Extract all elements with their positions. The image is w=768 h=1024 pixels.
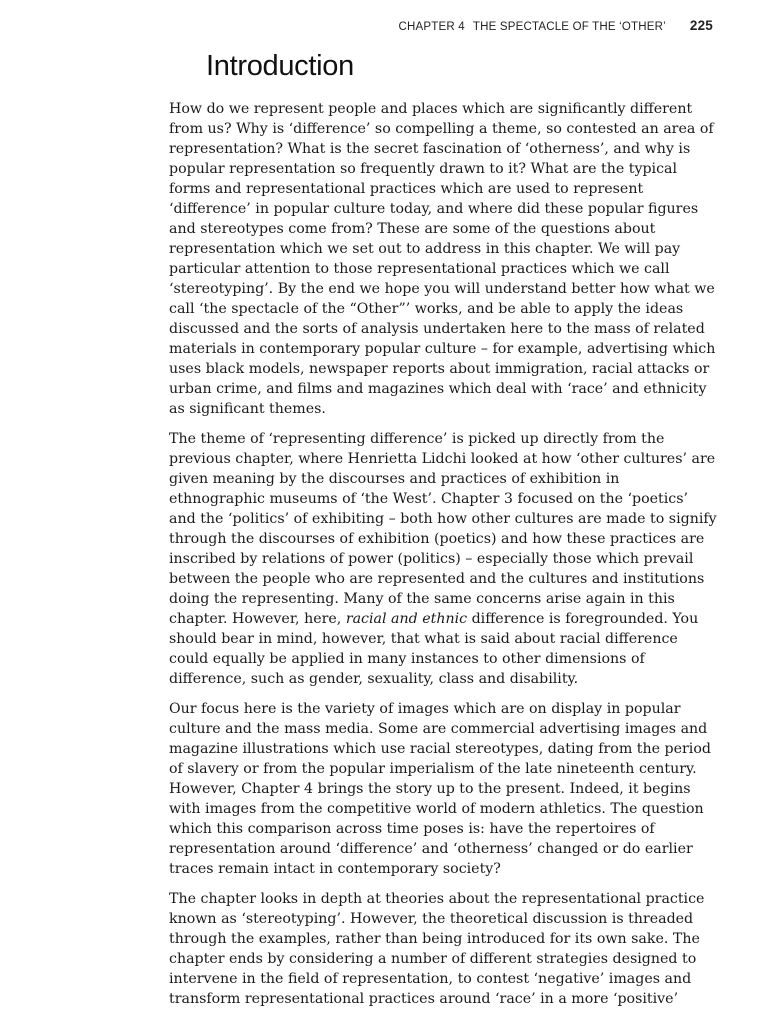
paragraph-2 — [169, 429, 717, 689]
page-number: 225 — [689, 18, 713, 33]
section-heading: Introduction — [206, 50, 354, 82]
paragraph-2-text-after: difference is foregrounded. You should bear in mind, however, that what is said about racial difference could equally be applied in many instances to other dimensions of difference, such as gender, sexuality, class and disability. — [169, 611, 699, 687]
chapter-title: THE SPECTACLE OF THE ‘OTHER’ — [472, 21, 666, 33]
paragraph-2-text-before: The theme of ‘representing difference’ is picked up directly from the previous chapter, where Henrietta Lidchi looked at how ‘other cultures’ are given meaning by the discourses and practices of exhibition in ethnographic museums of ‘the West’. Chapter 3 focused on the ‘poetics’ and the ‘politics’ of exhibiting – both how other cultures are made to signify through the discourses of exhibition (poetics) and how these practices are inscribed by relations of power (politics) – especially those which prevail between the people who are represented and the cultures and institutions doing the representing. Many of the same concerns arise again in this chapter. However, here, — [169, 431, 717, 627]
paragraph-3: Our focus here is the variety of images which are on display in popular culture and the mass media. Some are commercial advertising images and magazine illustrations which use racial stereotypes, dating from the period of slavery or from the popular imperialism of the late nineteenth century. However, Chapter 4 brings the story up to the present. Indeed, it begins with images from the competitive world of modern athletics. The question which this comparison across time poses is: have the repertoires of representation around ‘difference’ and ‘otherness’ changed or do earlier traces remain intact in contemporary society? — [169, 701, 711, 877]
paragraph-2-emphasis: racial and ethnic — [345, 611, 468, 627]
body-text — [169, 99, 717, 1019]
paragraph-1: How do we represent people and places which are significantly different from us? Why is ‘difference’ so compelling a theme, so contested an area of representation? What is the secret fascination of ‘otherness’, and why is popular representation so frequently drawn to it? What are the typical forms and representational practices which are used to represent ‘difference’ in popular culture today, and where did these popular figures and stereotypes come from? These are some of the questions about representation which we set out to address in this chapter. We will pay particular attention to those representational practices which we call ‘stereotyping’. By the end we hope you will understand better how what we call ‘the spectacle of the “Other”’ works, and be able to apply the ideas discussed and the sorts of analysis undertaken here to the mass of related materials in contemporary popular culture – for example, advertising which uses black models, newspaper reports about immigration, racial attacks or urban crime, and films and magazines which deal with ‘race’ and ethnicity as significant themes. — [169, 101, 716, 417]
chapter-label: CHAPTER 4 — [398, 21, 465, 33]
paragraph-4: The chapter looks in depth at theories about the representational practice known as ‘stereotyping’. However, the theoretical discussion is threaded through the examples, rather than being introduced for its own sake. The chapter ends by considering a number of different strategies designed to intervene in the field of representation, to contest ‘negative’ images and transform representational practices around ‘race’ in a more ‘positive’ — [169, 891, 705, 1007]
running-head — [399, 18, 714, 33]
